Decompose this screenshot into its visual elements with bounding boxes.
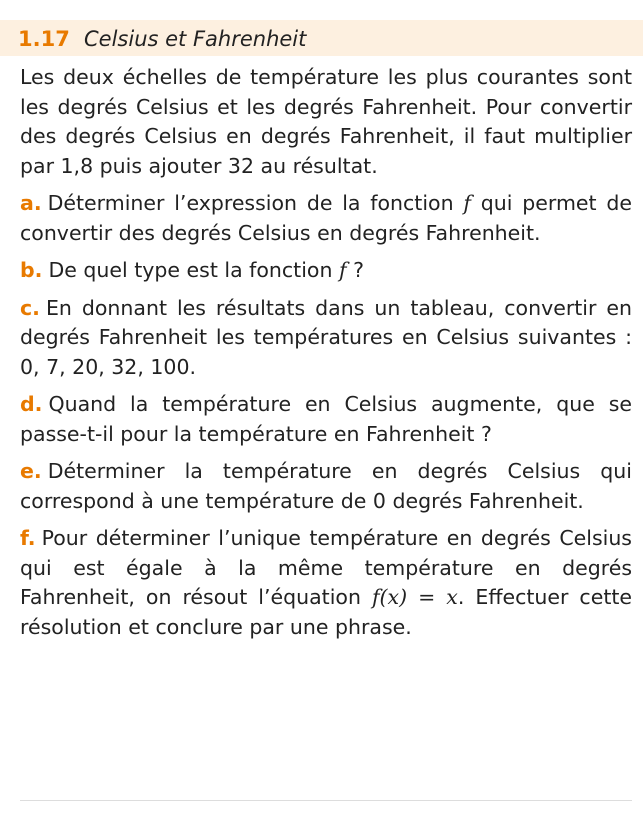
exercise-intro: Les deux échelles de température les plus courantes sont les degrés Celsius et les degrés Fahrenheit. Pour convertir des degrés Celsius en degrés Fahrenheit, il faut multiplier par 1,8 puis ajouter 32 au résultat. xyxy=(20,65,632,178)
function-symbol: f xyxy=(463,191,471,215)
question-letter: c. xyxy=(20,295,40,320)
question-text: De quel type est la fonction xyxy=(48,258,339,282)
question-b xyxy=(20,256,632,286)
exercise-header xyxy=(0,20,643,56)
question-text: Déterminer la température en degrés Celsius qui correspond à une température de 0 degrés Fahrenheit. xyxy=(20,459,632,513)
question-letter: e. xyxy=(20,459,42,483)
question-letter: d. xyxy=(20,392,43,416)
question-a xyxy=(20,189,632,248)
exercise-title: Celsius et Fahrenheit xyxy=(84,27,307,51)
question-text: En donnant les résultats dans un tableau, convertir en degrés Fahrenheit les températures en Celsius suivantes : 0, 7, 20, 32, 100. xyxy=(20,295,632,379)
question-text: qui permet de convertir des degrés Celsius en degrés Fahrenheit. xyxy=(20,191,632,245)
footer-divider xyxy=(20,800,632,801)
question-letter: b. xyxy=(20,258,43,282)
question-f xyxy=(20,524,632,642)
question-text: . Effectuer cette résolution et conclure par une phrase. xyxy=(20,585,633,639)
question-text: Pour déterminer l’unique température en degrés Celsius qui est égale à la même température en degrés Fahrenheit, on résout l’équation xyxy=(20,526,632,609)
question-text: Quand la température en Celsius augmente, que se passe-t-il pour la température en Fahrenheit ? xyxy=(20,392,632,446)
question-letter: a. xyxy=(20,191,42,215)
question-text: ? xyxy=(346,258,364,282)
question-c xyxy=(20,294,632,383)
exercise-body xyxy=(20,63,632,650)
function-symbol: f xyxy=(338,258,347,282)
exercise-number: 1.17 xyxy=(18,27,70,51)
equation: f(x) = x xyxy=(371,585,458,609)
question-letter: f. xyxy=(20,526,36,550)
question-d xyxy=(20,390,632,449)
question-e xyxy=(20,457,632,516)
question-text: Déterminer l’expression de la fonction xyxy=(47,191,464,215)
